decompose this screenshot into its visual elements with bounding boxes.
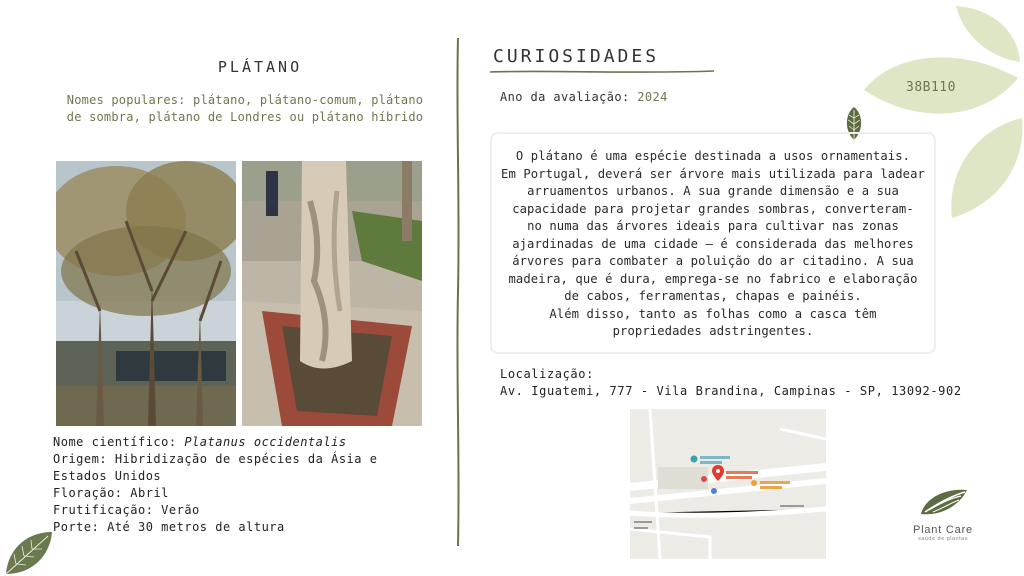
location-label: Localização: (500, 367, 594, 381)
popular-names: Nomes populares: plátano, plátano-comum, plátano de sombra, plátano de Londres ou plátano híbrido (66, 93, 424, 124)
brand-tagline: saúde de plantas (918, 536, 968, 542)
flowering-row (53, 485, 453, 502)
brand-name: Plant Care (913, 524, 973, 536)
flowering-value: Abril (130, 486, 169, 500)
size-value: Até 30 metros de altura (107, 520, 285, 534)
description-line: arruamentos urbanos. A sua grande dimensão e a sua (527, 184, 899, 198)
description-box (490, 132, 936, 354)
tree-photo-canopy (56, 161, 236, 426)
description-line: capacidade para projetar grandes sombras, converteram- (512, 201, 914, 216)
description-line: ajardinadas de uma cidade – é considerada das melhores (512, 236, 914, 251)
tree-facts (53, 434, 453, 536)
column-divider (455, 38, 461, 546)
description-line: Em Portugal, deverá ser árvore mais utilizada para ladear (501, 166, 925, 181)
origin-label: Origem: (53, 452, 108, 466)
tree-code: 38B110 (906, 80, 956, 95)
fruiting-value: Verão (161, 503, 200, 517)
size-label: Porte: (53, 520, 100, 534)
description-text (496, 148, 930, 341)
description-line: de cabos, ferramentas, chapas e painéis. (564, 289, 862, 303)
description-line: árvores para combater a poluição do ar citadino. A sua (512, 254, 914, 268)
curiosities-title: CURIOSIDADES (493, 46, 660, 67)
evaluation-year-label: Ano da avaliação: (500, 90, 630, 104)
fruiting-label: Frutificação: (53, 503, 154, 517)
evaluation-year-value: 2024 (637, 90, 668, 104)
origin-row (53, 451, 383, 485)
scientific-name-value: Platanus occidentalis (184, 435, 347, 449)
fruiting-row (53, 502, 453, 519)
plant-care-logo (903, 486, 983, 542)
flowering-label: Floração: (53, 486, 123, 500)
description-line: O plátano é uma espécie destinada a usos ornamentais. (515, 149, 911, 163)
origin-value: Hibridização de espécies da Ásia e Estados Unidos (53, 452, 378, 483)
tree-photo-trunk (242, 161, 422, 426)
leaf-decoration-bottom-left (0, 528, 56, 576)
location-map[interactable] (630, 409, 826, 559)
plant-care-logo-icon (915, 486, 971, 518)
scientific-name-row (53, 434, 453, 451)
description-line: propriedades adstringentes. (612, 324, 814, 338)
evaluation-year (500, 90, 668, 104)
tree-name: PLÁTANO (217, 58, 303, 76)
size-row (53, 519, 453, 536)
description-line: madeira, que é dura, emprega-se no fabrico e elaboração (508, 271, 918, 286)
description-line: no numa das árvores ideais para cultivar nas zonas (527, 219, 899, 233)
scientific-name-label: Nome científico: (53, 435, 177, 449)
location-address: Av. Iguatemi, 777 - Vila Brandina, Campinas - SP, 13092-902 (500, 384, 962, 398)
title-underline (490, 69, 714, 75)
description-line: Além disso, tanto as folhas como a casca têm (549, 306, 877, 321)
